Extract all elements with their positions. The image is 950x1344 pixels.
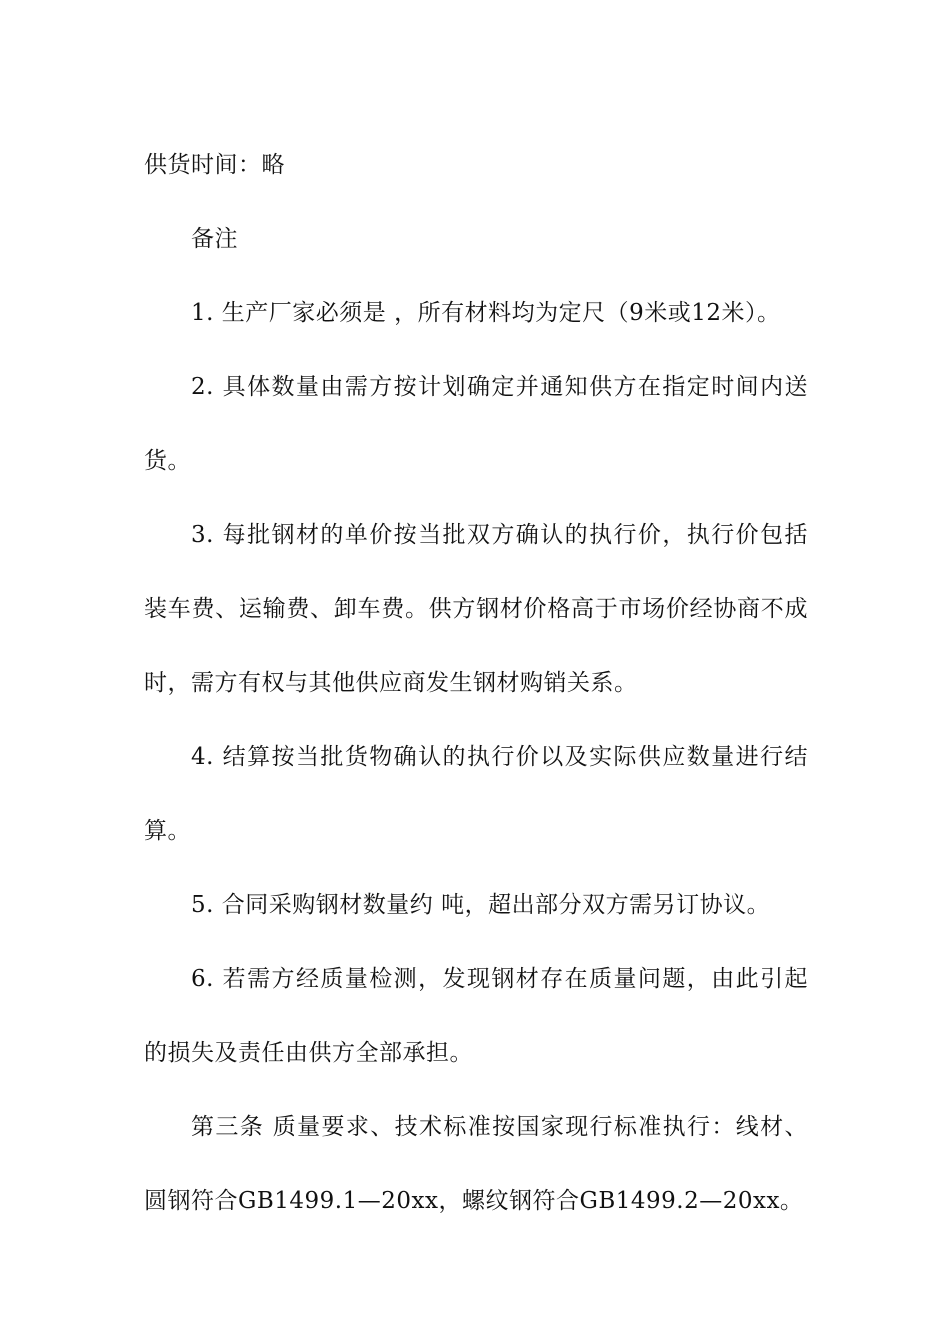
paragraph-remark-1: 1. 生产厂家必须是 ，所有材料均为定尺（9米或12米）。 [191,300,781,326]
paragraph-remark-6: 6. 若需方经质量检测，发现钢材存在质量问题，由此引起的损失及责任由供方全部承担。 [144,966,808,1066]
paragraph-remark-2: 2. 具体数量由需方按计划确定并通知供方在指定时间内送货。 [144,374,808,474]
paragraph-delivery-time: 供货时间：略 [144,152,285,178]
paragraph-article-3-quality: 第三条 质量要求、技术标准按国家现行标准执行：线材、圆钢符合GB1499.1—20xx，螺纹钢符合GB1499.2—20xx。 [144,1114,808,1214]
paragraph-remark-3: 3. 每批钢材的单价按当批双方确认的执行价，执行价包括装车费、运输费、卸车费。供方钢材价格高于市场价经协商不成时，需方有权与其他供应商发生钢材购销关系。 [144,522,808,696]
paragraph-remark-5: 5. 合同采购钢材数量约 吨，超出部分双方需另订协议。 [191,892,771,918]
document-body [144,128,808,1238]
paragraph-remark-4: 4. 结算按当批货物确认的执行价以及实际供应数量进行结算。 [144,744,808,844]
paragraph-remarks-heading: 备注 [191,226,238,252]
